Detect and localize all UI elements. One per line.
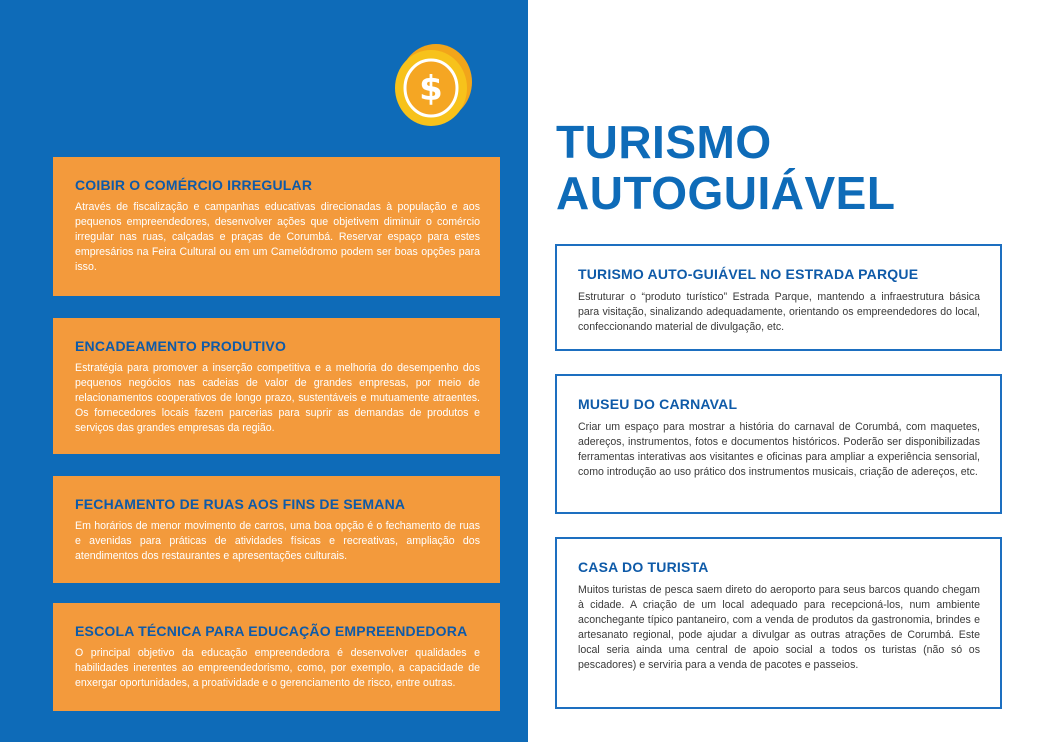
card-coibir-comercio [53,157,500,296]
title-line-2: AUTOGUIÁVEL [556,167,896,219]
card-title: ENCADEAMENTO PRODUTIVO [75,338,287,354]
card-title: FECHAMENTO DE RUAS AOS FINS DE SEMANA [75,496,406,512]
card-fechamento-ruas [53,476,500,583]
card-title: CASA DO TURISTA [578,559,709,575]
card-casa-turista [555,537,1002,709]
card-museu-carnaval [555,374,1002,514]
card-turismo-estrada-parque [555,244,1002,351]
card-text: Criar um espaço para mostrar a história do carnaval de Corumbá, com maquetes, adereços, instrumentos, fotos e documentos históricos. Poderão ser disponibilizadas ferramentas interativas aos visitantes e oficinas para ampliar a experiência sensorial, como introdução ao uso prático dos instrumentos musicais, criação de adereços, etc. [578,421,980,478]
card-text: Através de fiscalização e campanhas educativas direcionadas à população e aos pequenos empreendedores, desenvolver ações que objetivem diminuir o comércio irregular nas ruas, calçadas e praças de Corumbá. Reservar espaço para estes empresários na Feira Cultural ou em um Camelódromo podem ser boas opções para isso. [75,201,480,273]
card-title: ESCOLA TÉCNICA PARA EDUCAÇÃO EMPREENDEDORA [75,623,468,639]
card-text: O principal objetivo da educação empreendedora é desenvolver qualidades e habilidades inerentes ao empreendedorismo, como, por exemplo, a capacidade de enxergar oportunidades, a proatividade e o gerenciamento de risco, entre outras. [75,647,480,689]
card-title: MUSEU DO CARNAVAL [578,396,738,412]
card-text: Muitos turistas de pesca saem direto do aeroporto para seus barcos quando chegam à cidade. A criação de um local adequado para recepcioná-los, num ambiente aconchegante típico pantaneiro, com a venda de produtos da gastronomia, brindes e artesanato regional, pode ajudar a divulgar as outras atrações de Corumbá. Este local seria ainda uma central de apoio social a todos os turistas (não só os pescadores) e serviria para a venda de pacotes e passeios. [578,584,980,671]
card-text: Estruturar o “produto turístico” Estrada Parque, mantendo a infraestrutura básica para visitação, sinalizando adequadamente, orientando os empreendedores do local, confeccionando material de divulgação, etc. [578,291,980,333]
svg-text:$: $ [419,69,443,109]
card-title: COIBIR O COMÉRCIO IRREGULAR [75,177,313,193]
card-text: Estratégia para promover a inserção competitiva e a melhoria do desempenho dos pequenos negócios nas cadeias de valor de grandes empresas, por meio de relacionamentos cooperativos de longo prazo, sustentáveis e mutuamente atraentes. Os fornecedores locais fazem parcerias para suprir as demandas de produtos e serviços das grandes empresas da região. [75,362,480,434]
card-escola-tecnica [53,603,500,711]
card-text: Em horários de menor movimento de carros, uma boa opção é o fechamento de ruas e avenidas para práticas de atividades físicas e recreativas, ampliação dos atendimentos dos restaurantes e apresentações culturais. [75,520,480,562]
coin-dollar-icon [393,42,473,130]
page-title [556,117,895,219]
card-title: TURISMO AUTO-GUIÁVEL NO ESTRADA PARQUE [578,266,919,282]
card-encadeamento-produtivo [53,318,500,454]
title-line-1: TURISMO [556,116,772,168]
